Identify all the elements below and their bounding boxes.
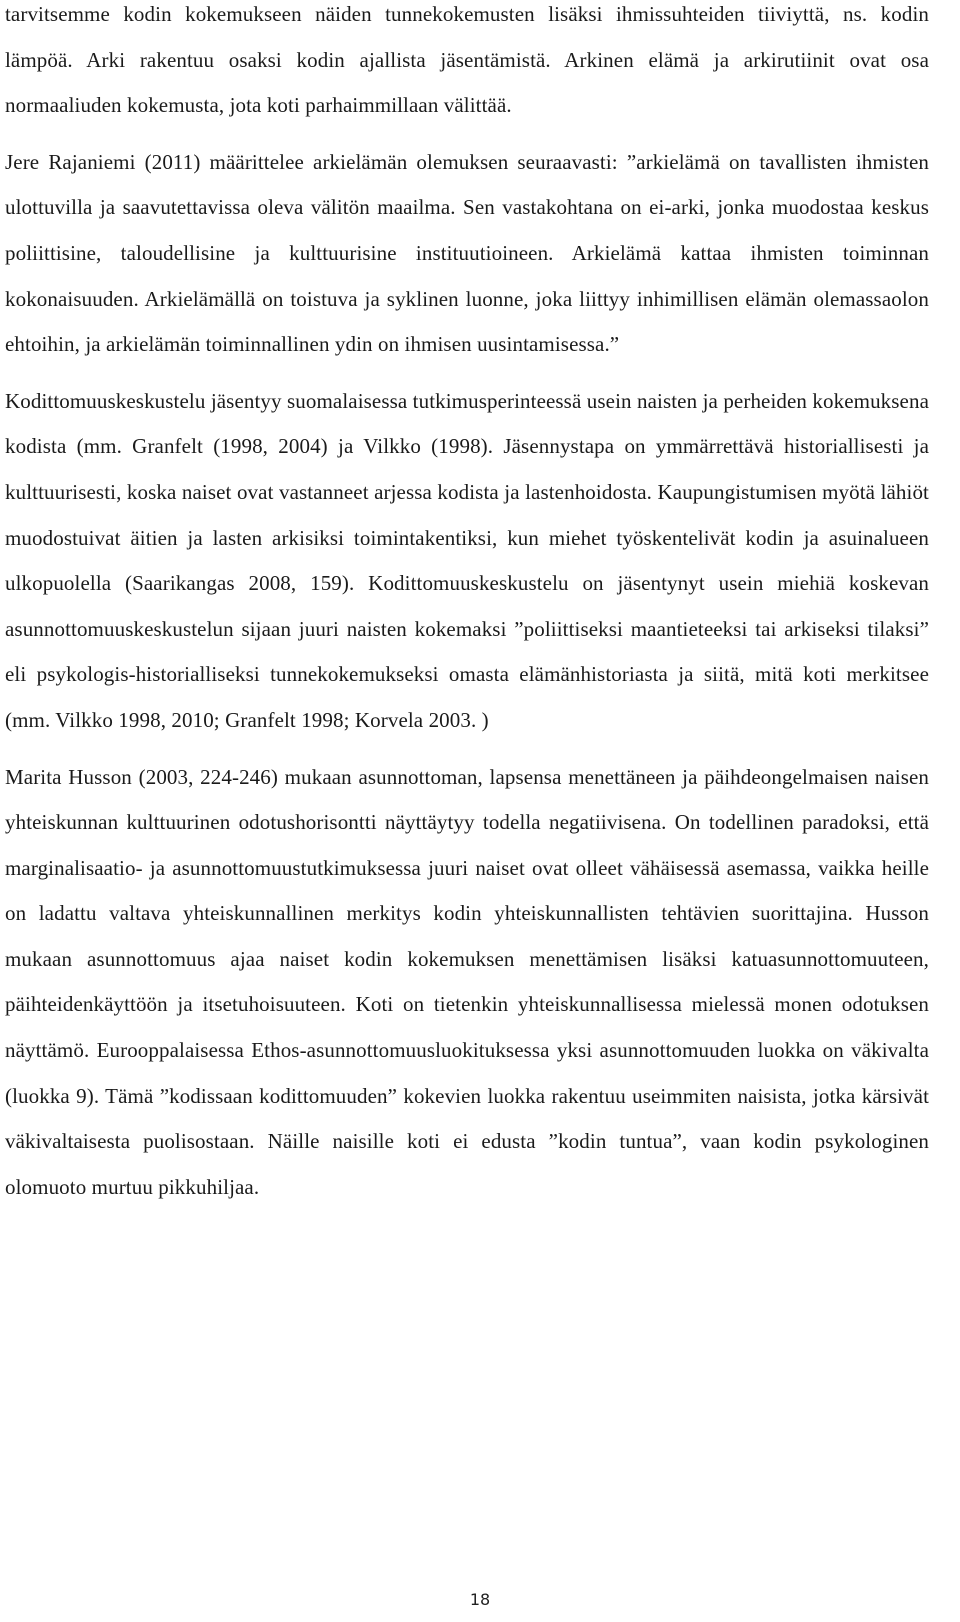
- paragraph-2: Jere Rajaniemi (2011) määrittelee arkielämän olemuksen seuraavasti: ”arkielämä on tavallisten ihmisten ulottuvilla ja saavutettavissa oleva välitön maailma. Sen vastakohtana on ei-arki, jonka muodostaa keskus poliittisine, taloudellisine ja kulttuurisine instituutioineen. Arkielämä kattaa ihmisten toiminnan kokonaisuuden. Arkielämällä on toistuva ja syklinen luonne, joka liittyy inhimillisen elämän olemassaolon ehtoihin, ja arkielämän toiminnallinen ydin on ihmisen uusintamisessa.”: [5, 149, 929, 357]
- paragraph-1: tarvitsemme kodin kokemukseen näiden tunnekokemusten lisäksi ihmissuhteiden tiiviyttä, ns. kodin lämpöä. Arki rakentuu osaksi kodin ajallista jäsentämistä. Arkinen elämä ja arkirutiinit ovat osa normaaliuden kokemusta, jota koti parhaimmillaan välittää.: [5, 2, 929, 118]
- paragraph-3: Kodittomuuskeskustelu jäsentyy suomalaisessa tutkimusperinteessä usein naisten ja perheiden kokemuksena kodista (mm. Granfelt (1998, 2004) ja Vilkko (1998). Jäsennystapa on ymmärrettävä historiallisesti ja kulttuurisesti, koska naiset ovat vastanneet arjessa kodista ja lastenhoidosta. Kaupungistumisen myötä lähiöt muodostuivat äitien ja lasten arkisiksi toimintakentiksi, kun miehet työskentelivät kodin ja asuinalueen ulkopuolella (Saarikangas 2008, 159). Kodittomuuskeskustelu on jäsentynyt usein miehiä koskevan asunnottomuuskeskustelun sijaan juuri naisten kokemaksi ”poliittiseksi maantieteeksi tai arkiseksi tilaksi” eli psykologis-historialliseksi tunnekokemukseksi omasta elämänhistoriasta ja siitä, mitä koti merkitsee (mm. Vilkko 1998, 2010; Granfelt 1998; Korvela 2003. ): [5, 388, 929, 732]
- paragraph-4: Marita Husson (2003, 224-246) mukaan asunnottoman, lapsensa menettäneen ja päihdeongelmaisen naisen yhteiskunnan kulttuurinen odotushorisontti näyttäytyy todella negatiivisena. On todellinen paradoksi, että marginalisaatio- ja asunnottomuustutkimuksessa juuri naiset ovat olleet vähäisessä asemassa, vaikka heille on ladattu valtava yhteiskunnallinen merkitys kodin yhteiskunnallisten tehtävien suorittajina. Husson mukaan asunnottomuus ajaa naiset kodin kokemuksen menettämisen lisäksi katuasunnottomuuteen, päihteidenkäyttöön ja itsetuhoisuuteen. Koti on tietenkin yhteiskunnallisessa mielessä monen odotuksen näyttämö. Eurooppalaisessa Ethos-asunnottomuusluokituksessa yksi asunnottomuuden luokka on väkivalta (luokka 9). Tämä ”kodissaan kodittomuuden” kokevien luokka rakentuu useimmiten naisista, jotka kärsivät väkivaltaisesta puolisostaan. Näille naisille koti ei edusta ”kodin tuntua”, vaan kodin psykologinen olomuoto murtuu pikkuhiljaa.: [5, 764, 929, 1199]
- page-number: 18: [469, 1590, 491, 1609]
- body-text: [5, 0, 929, 1210]
